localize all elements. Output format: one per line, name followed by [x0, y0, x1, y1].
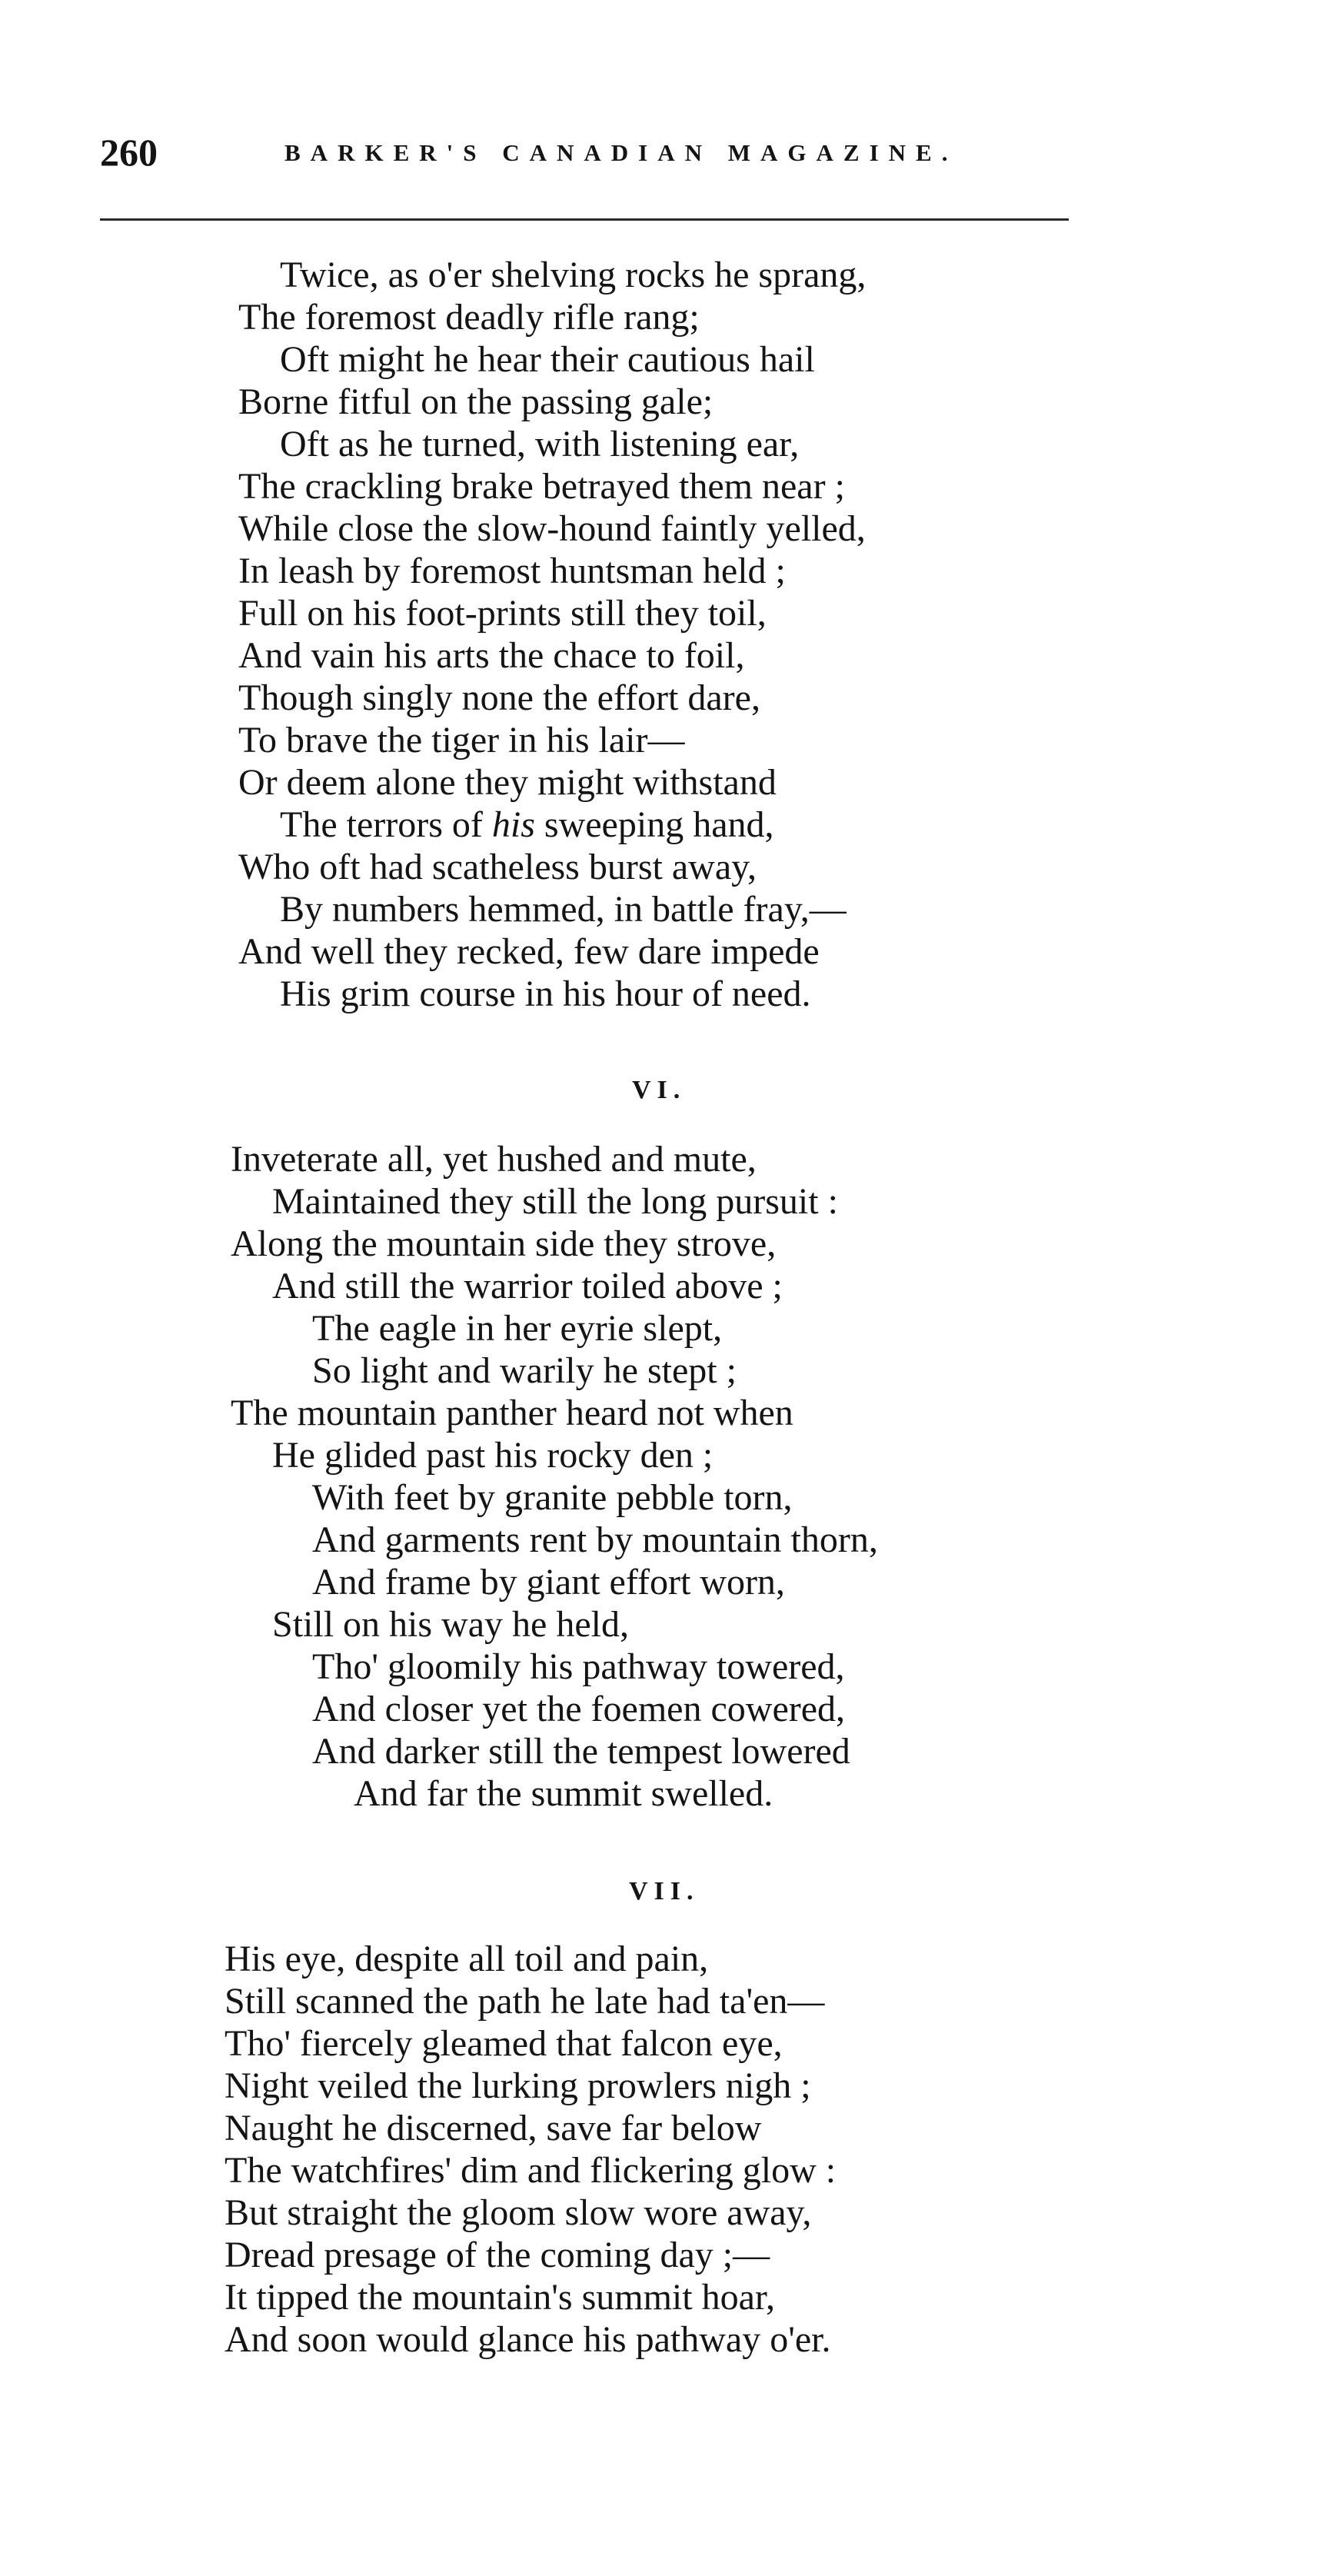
verse-line: Along the mountain side they strove, [231, 1223, 777, 1264]
verse-line: And vain his arts the chace to foil, [238, 635, 745, 676]
verse-line: But straight the gloom slow wore away, [225, 2192, 812, 2233]
page-header [100, 129, 1061, 175]
verse-line: The foremost deadly rifle rang; [238, 297, 700, 338]
verse-line: Still on his way he held, [272, 1604, 629, 1645]
running-title: BARKER'S CANADIAN MAGAZINE. [284, 139, 958, 166]
verse-line: Inveterate all, yet hushed and mute, [231, 1139, 757, 1180]
verse-line: Who oft had scatheless burst away, [238, 847, 757, 887]
verse-line: Tho' gloomily his pathway towered, [312, 1646, 845, 1687]
verse-line: And far the summit swelled. [354, 1773, 773, 1814]
verse-line: The crackling brake betrayed them near ; [238, 466, 845, 507]
verse-line: By numbers hemmed, in battle fray,— [280, 889, 847, 930]
verse-line: Maintained they still the long pursuit : [272, 1181, 838, 1222]
verse-line: The eagle in her eyrie slept, [312, 1308, 723, 1349]
header-rule [100, 218, 1069, 221]
verse-line: Though singly none the effort dare, [238, 677, 760, 718]
verse-line: Oft as he turned, with listening ear, [280, 424, 800, 464]
verse-line: Twice, as o'er shelving rocks he sprang, [280, 255, 867, 295]
verse-line: With feet by granite pebble torn, [312, 1477, 793, 1518]
verse-line: Night veiled the lurking prowlers nigh ; [225, 2065, 811, 2106]
verse-line: And still the warrior toiled above ; [272, 1266, 783, 1306]
verse-line: Borne fitful on the passing gale; [238, 381, 714, 422]
italic-word: his [491, 804, 535, 845]
verse-line: And well they recked, few dare impede [238, 931, 820, 972]
stanza-numeral-vi: VI. [632, 1076, 687, 1104]
verse-line: The mountain panther heard not when [231, 1393, 793, 1433]
verse-line: Full on his foot-prints still they toil, [238, 593, 767, 634]
verse-line: To brave the tiger in his lair— [238, 720, 685, 760]
verse-line: And closer yet the foemen cowered, [312, 1689, 846, 1729]
verse-line: And darker still the tempest lowered [312, 1731, 850, 1772]
verse-line: He glided past his rocky den ; [272, 1435, 714, 1476]
verse-line: Naught he discerned, save far below [225, 2108, 762, 2148]
verse-line: And soon would glance his pathway o'er. [225, 2319, 831, 2360]
verse-line: And garments rent by mountain thorn, [312, 1519, 878, 1560]
verse-line: Tho' fiercely gleamed that falcon eye, [225, 2023, 783, 2064]
verse-line: It tipped the mountain's summit hoar, [225, 2277, 775, 2318]
stanza-numeral-vii: VII. [629, 1877, 700, 1905]
verse-line: Still scanned the path he late had ta'en— [225, 1981, 825, 2022]
verse-line [280, 804, 774, 847]
verse-line: Oft might he hear their cautious hail [280, 339, 815, 380]
verse-line-text: The terrors of his sweeping hand, [280, 804, 774, 845]
verse-line: Dread presage of the coming day ;— [225, 2235, 770, 2275]
verse-line: His eye, despite all toil and pain, [225, 1939, 709, 1979]
verse-line: And frame by giant effort worn, [312, 1562, 785, 1603]
verse-line: His grim course in his hour of need. [280, 973, 811, 1014]
verse-line: In leash by foremost huntsman held ; [238, 551, 786, 591]
verse-line: While close the slow-hound faintly yelled, [238, 508, 866, 549]
verse-line: So light and warily he stept ; [312, 1350, 737, 1391]
page-number: 260 [100, 131, 158, 174]
verse-line: The watchfires' dim and flickering glow : [225, 2150, 837, 2191]
verse-line: Or deem alone they might withstand [238, 762, 777, 803]
